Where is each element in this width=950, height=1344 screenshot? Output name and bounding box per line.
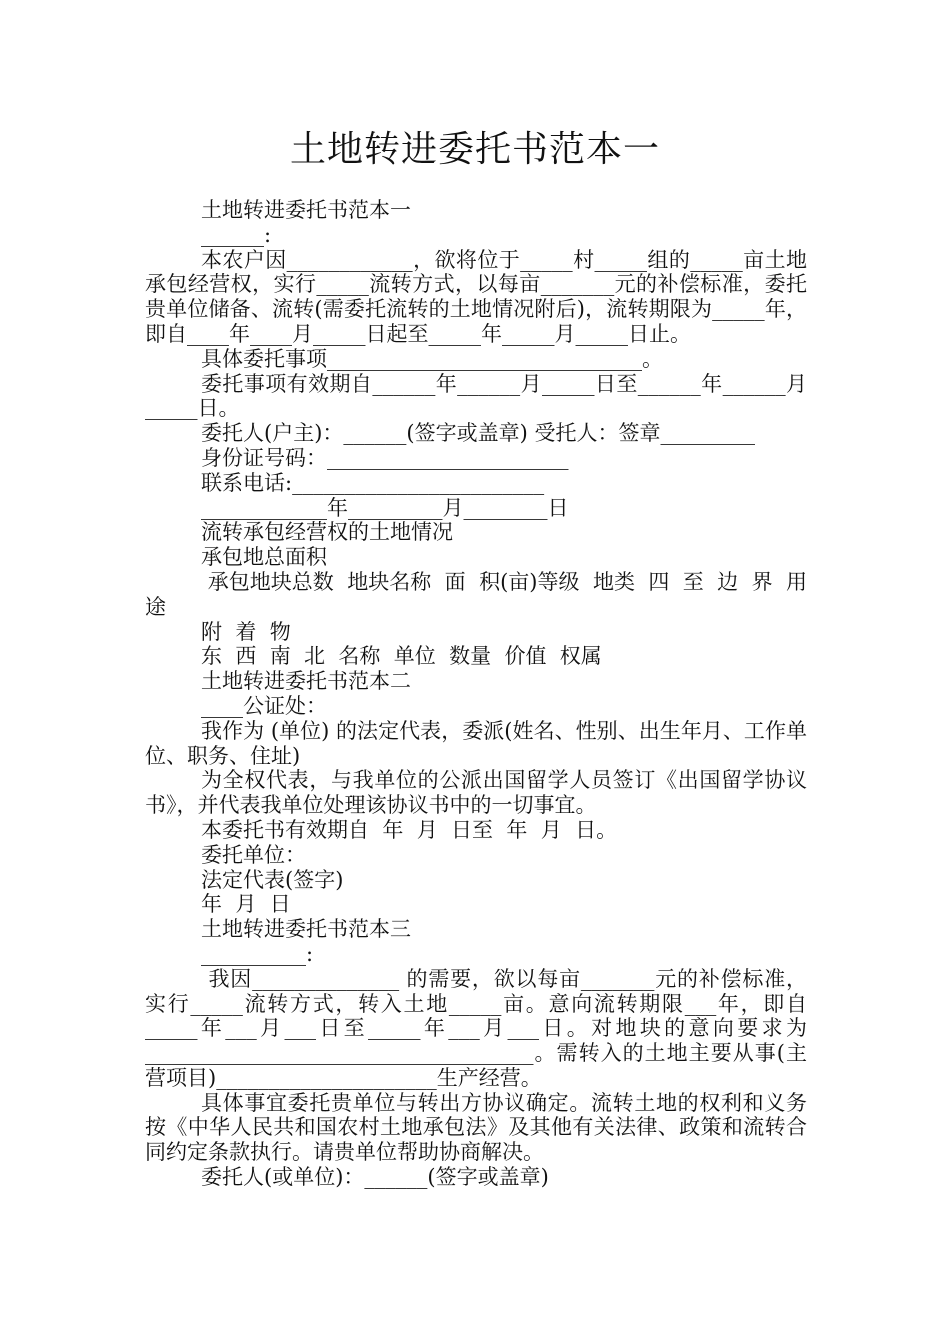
paragraph: 土地转进委托书范本三 xyxy=(201,917,411,942)
paragraph: 土地转进委托书范本二 xyxy=(201,669,411,694)
paragraph: 委托人(户主)：______(签字或盖章) 受托人：签章_________ xyxy=(201,421,755,446)
paragraph: ______: xyxy=(201,222,272,247)
paragraph: 承包地块总数 地块名称 面 积(亩)等级 地类 四 至 边 界 用 途 xyxy=(145,569,821,619)
document-title: 土地转进委托书范本一 xyxy=(289,129,660,170)
paragraph: 我作为 (单位) 的法定代表，委派(姓名、性别、出生年月、工作单位、职务、住址) xyxy=(145,718,807,768)
document-body xyxy=(145,198,821,1190)
paragraph: 土地转进委托书范本一 xyxy=(201,198,411,222)
paragraph: 年 月 日 xyxy=(201,892,291,917)
paragraph: 具体事宜委托贵单位与转出方协议确定。流转土地的权利和义务按《中华人民共和国农村土地承包法》及其他有关法律、政策和流转合同约定条款执行。请贵单位帮助协商解决。 xyxy=(145,1090,807,1165)
paragraph: 我因______________ 的需要，欲以每亩_______元的补偿标准，实行_____流转方式，转入土地_____亩。意向流转期限___年，即自_____年___月___日至_____年___月___日。对地块的意向要求为_____________________________________。需转入的土地主要从事(主营项目)_____________________生产经营。 xyxy=(145,966,807,1090)
paragraph: 身份证号码：_______________________ xyxy=(201,445,569,470)
paragraph: 联系电话:________________________ xyxy=(201,470,545,495)
paragraph: 为全权代表，与我单位的公派出国留学人员签订《出国留学协议书》，并代表我单位处理该协议书中的一切事宜。 xyxy=(145,768,807,818)
paragraph: ____公证处： xyxy=(201,693,327,718)
paragraph: 委托单位： xyxy=(201,842,306,867)
paragraph: __________: xyxy=(201,941,314,966)
paragraph: 委托人(或单位)：______(签字或盖章) xyxy=(201,1165,549,1190)
paragraph: 附 着 物 xyxy=(201,619,291,644)
paragraph: 东 西 南 北 名称 单位 数量 价值 权属 xyxy=(201,644,602,669)
paragraph: 本委托书有效期自 年 月 日至 年 月 日。 xyxy=(201,817,618,842)
paragraph: 具体委托事项______________________________。 xyxy=(201,346,663,371)
paragraph: 承包地总面积 xyxy=(201,545,327,570)
paragraph: 委托事项有效期自______年______月_____日至______年______月_____日。 xyxy=(145,371,807,421)
paragraph: 法定代表(签字) xyxy=(201,867,344,892)
paragraph: 流转承包经营权的土地情况 xyxy=(201,520,453,545)
paragraph: 本农户因____________，欲将位于_____村_____组的_____亩土地承包经营权，实行_____流转方式，以每亩_______元的补偿标准，委托贵单位储备、流转(需委托流转的土地情况附后)，流转期限为_____年，即自____年____月_____日起至_____年_____月_____日止。 xyxy=(145,247,807,346)
paragraph: ____________年_________月________日 xyxy=(201,495,569,520)
